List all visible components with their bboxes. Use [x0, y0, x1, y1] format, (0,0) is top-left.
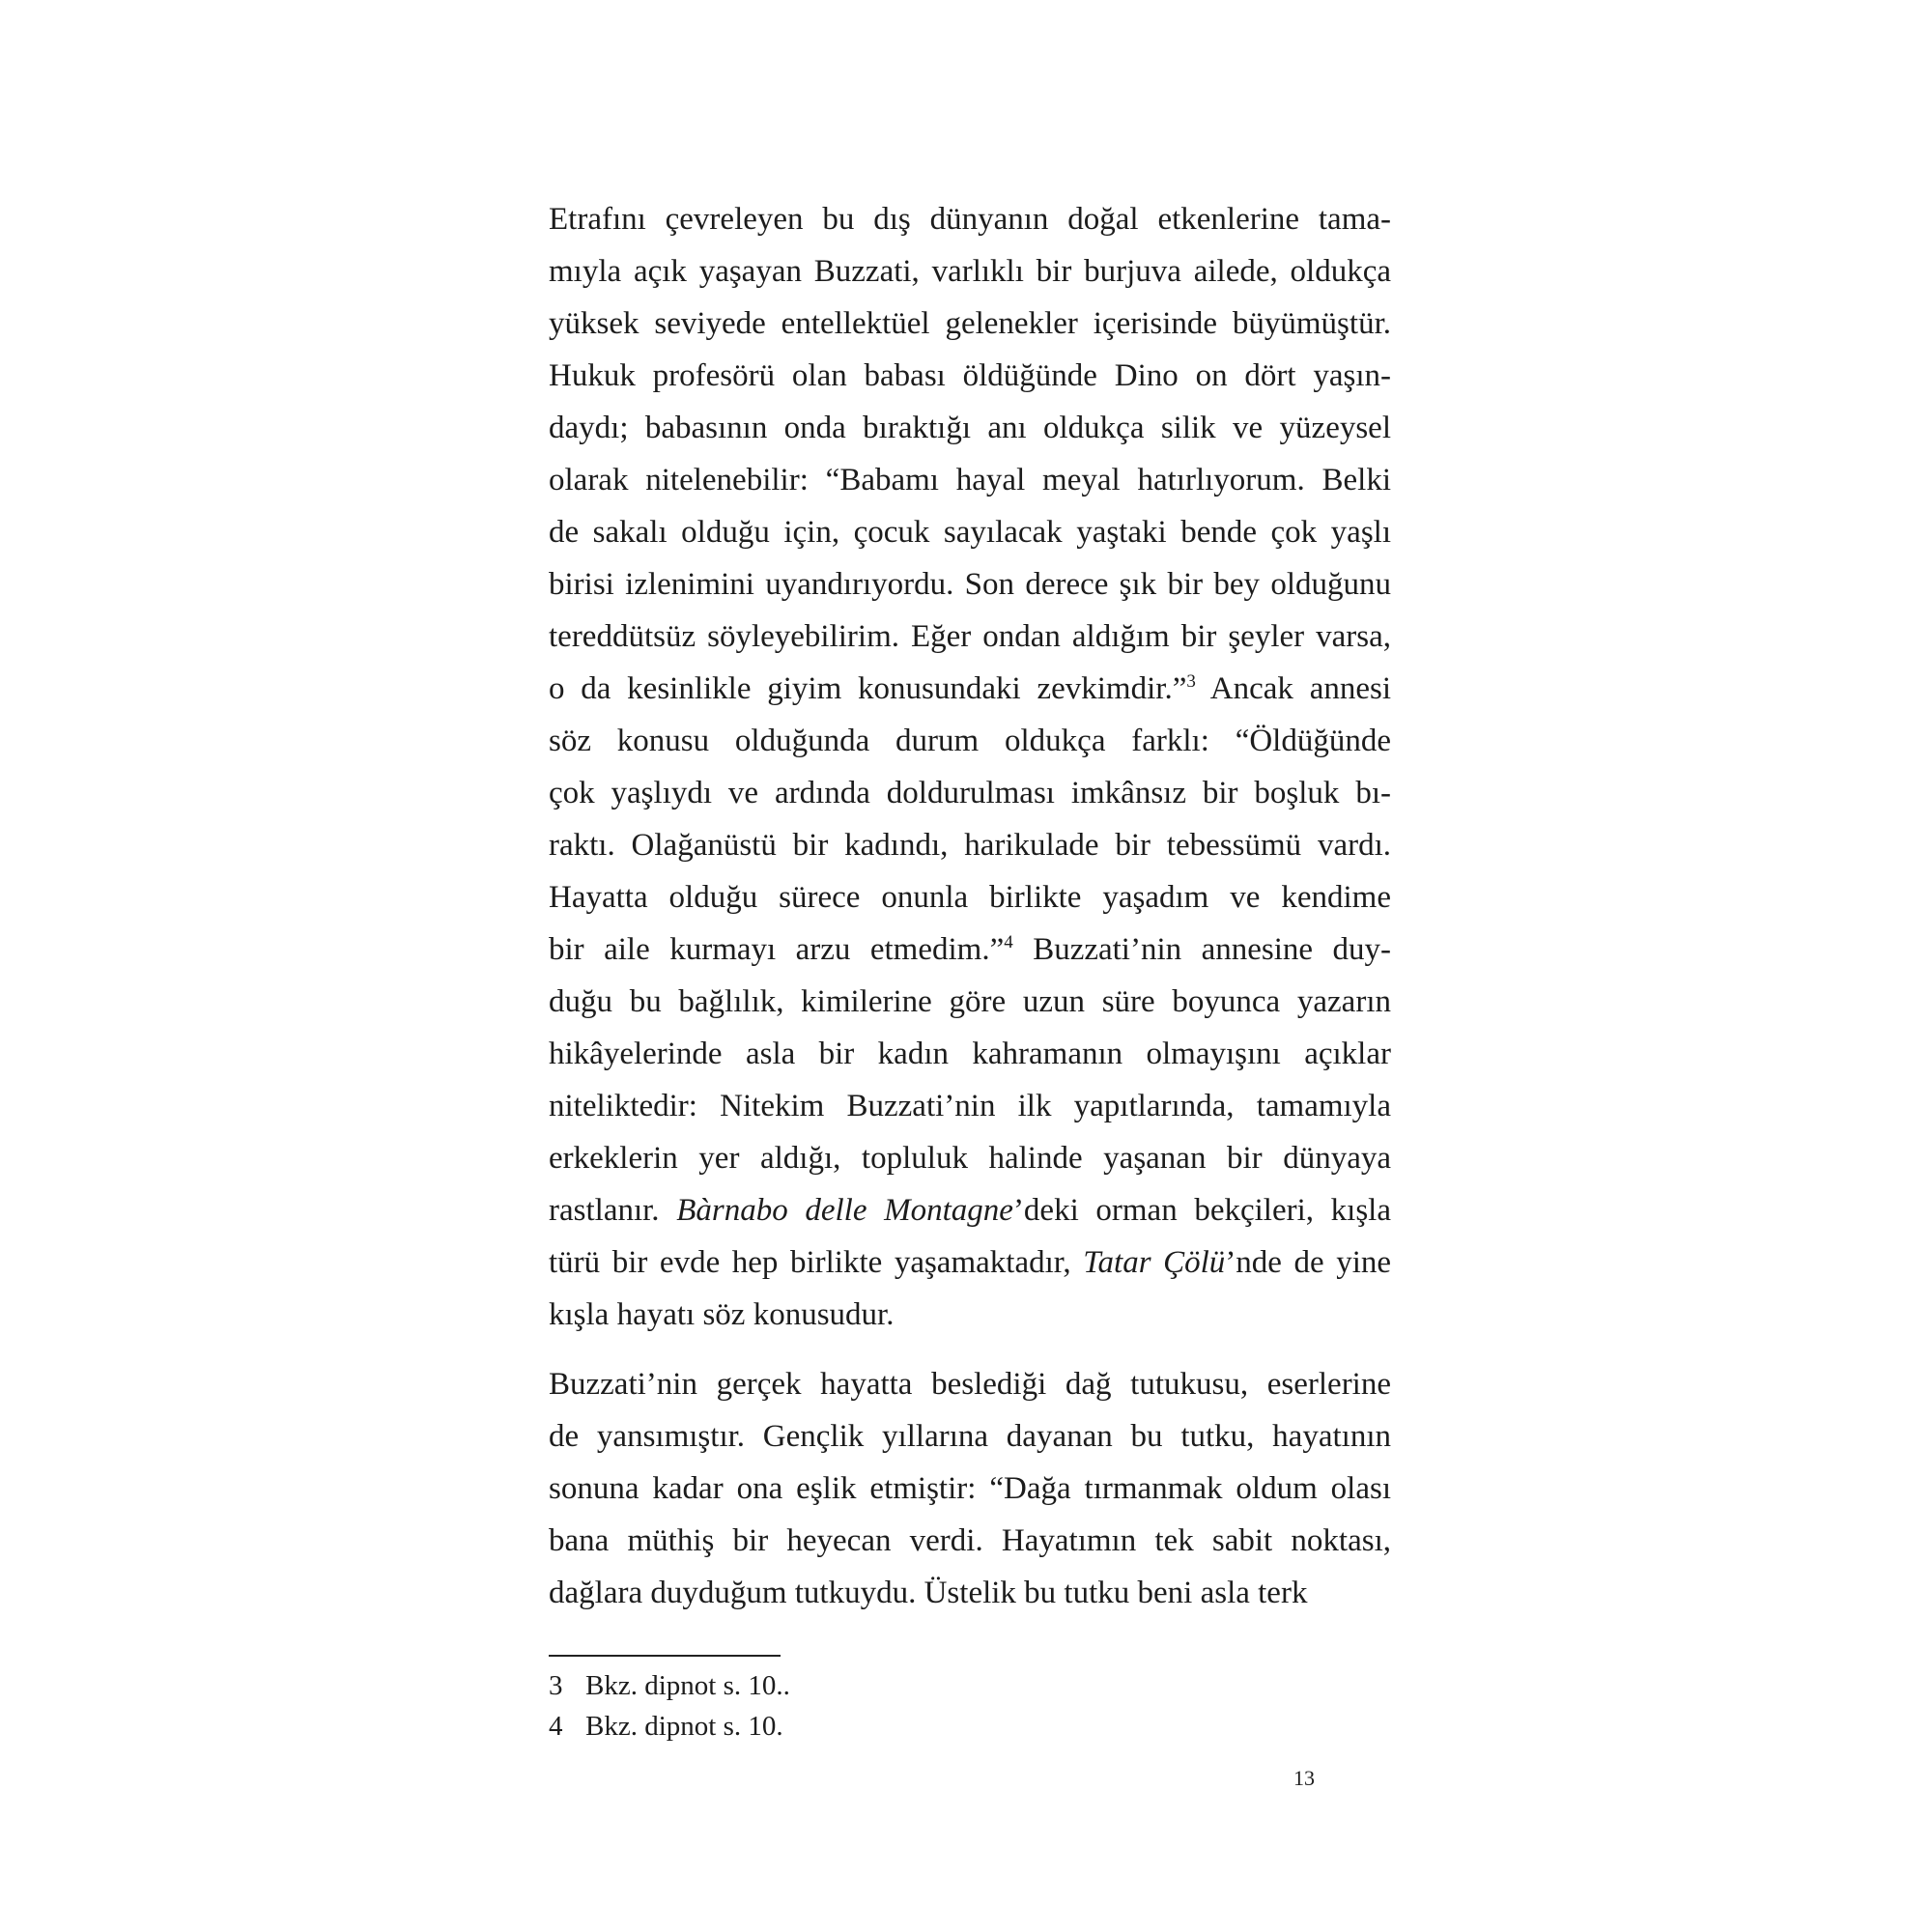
text-segment: o da kesinlikle giyim konusundaki zevkimdir.” [549, 671, 1187, 706]
text-line [549, 1236, 1391, 1289]
paragraph-2 [549, 1358, 1391, 1619]
body-text [549, 193, 1391, 1619]
text-line: mıyla açık yaşayan Buzzati, varlıklı bir burjuva ailede, oldukça [549, 254, 1391, 289]
text-line: raktı. Olağanüstü bir kadındı, harikulade bir tebessümü vardı. [549, 828, 1391, 863]
text-line: sonuna kadar ona eşlik etmiştir: “Dağa tırmanmak oldum olası [549, 1471, 1391, 1506]
text-segment: Ancak annesi [1195, 671, 1391, 706]
footnote-number: 3 [549, 1670, 563, 1701]
text-line: olarak nitelenebilir: “Babamı hayal meyal hatırlıyorum. Belki [549, 463, 1391, 497]
text-line: duğu bu bağlılık, kimilerine göre uzun süre boyunca yazarın [549, 984, 1391, 1019]
text-line: Hukuk profesörü olan babası öldüğünde Dino on dört yaşın- [549, 358, 1391, 393]
text-line: çok yaşlıydı ve ardında doldurulması imkânsız bir boşluk bı- [549, 776, 1391, 810]
text-line: dağlara duyduğum tutkuydu. Üstelik bu tutku beni asla terk [549, 1576, 1308, 1610]
text-line: Etrafını çevreleyen bu dış dünyanın doğal etkenlerine tama- [549, 202, 1391, 237]
text-segment: ’deki orman bekçileri, kışla [1012, 1193, 1391, 1228]
footnote-number: 4 [549, 1711, 563, 1742]
text-segment: Buzzati’nin annesine duy- [1012, 932, 1391, 967]
text-line [549, 923, 1391, 976]
paragraph-gap [549, 1341, 1391, 1358]
text-line: tereddütsüz söyleyebilirim. Eğer ondan aldığım bir şeyler varsa, [549, 619, 1391, 654]
text-line: bana müthiş bir heyecan verdi. Hayatımın tek sabit noktası, [549, 1523, 1391, 1558]
footnote-rule [549, 1655, 781, 1657]
text-line: Hayatta olduğu sürece onunla birlikte yaşadım ve kendime [549, 880, 1391, 915]
text-line: kışla hayatı söz konusudur. [549, 1297, 895, 1332]
text-line: söz konusu olduğunda durum oldukça farklı: “Öldüğünde [549, 724, 1391, 758]
text-line: birisi izlenimini uyandırıyordu. Son derece şık bir bey olduğunu [549, 567, 1391, 602]
footnote-reference: 4 [1004, 932, 1013, 952]
page-number: 13 [1293, 1766, 1315, 1790]
text-line: daydı; babasının onda bıraktığı anı oldukça silik ve yüzeysel [549, 411, 1391, 445]
paragraph-1 [549, 193, 1391, 1341]
text-segment: türü bir evde hep birlikte yaşamaktadır, [549, 1245, 1084, 1280]
text-segment: bir aile kurmayı arzu etmedim.” [549, 932, 1005, 967]
text-segment: rastlanır. [549, 1193, 677, 1228]
footnote-text: Bkz. dipnot s. 10. [585, 1711, 783, 1742]
footnote-text: Bkz. dipnot s. 10.. [585, 1670, 790, 1701]
footnotes [549, 1665, 1391, 1747]
text-line [549, 663, 1391, 715]
footnote-reference: 3 [1186, 671, 1196, 692]
text-line: niteliktedir: Nitekim Buzzati’nin ilk yapıtlarında, tamamıyla [549, 1089, 1391, 1123]
text-line: Buzzati’nin gerçek hayatta beslediği dağ tutukusu, eserlerine [549, 1367, 1391, 1402]
footnote-item [549, 1665, 1391, 1706]
book-title: Bàrnabo delle Montagne [676, 1193, 1013, 1228]
text-line [549, 1184, 1391, 1236]
text-line: de sakalı olduğu için, çocuk sayılacak yaştaki bende çok yaşlı [549, 515, 1391, 550]
text-line: hikâyelerinde asla bir kadın kahramanın olmayışını açıklar [549, 1037, 1391, 1071]
text-line: yüksek seviyede entellektüel gelenekler içerisinde büyümüştür. [549, 306, 1391, 341]
footnote-item [549, 1706, 1391, 1747]
text-line: de yansımıştır. Gençlik yıllarına dayanan bu tutku, hayatının [549, 1419, 1391, 1454]
book-title: Tatar Çölü [1083, 1245, 1226, 1280]
text-segment: ’nde de yine [1225, 1245, 1391, 1280]
text-line: erkeklerin yer aldığı, topluluk halinde yaşanan bir dünyaya [549, 1141, 1391, 1176]
